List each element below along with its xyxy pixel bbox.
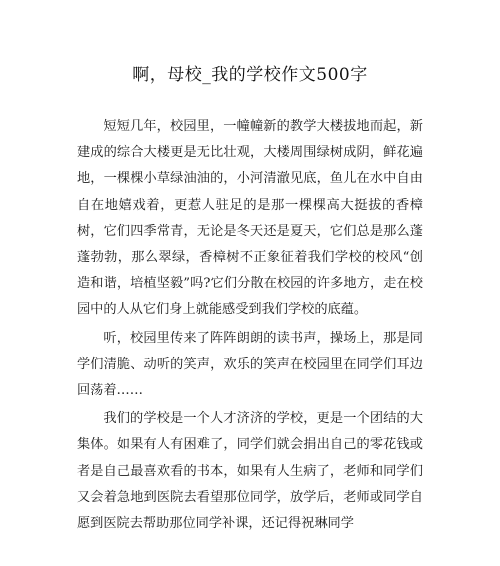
- document-title: 啊，母校_我的学校作文500字: [132, 65, 368, 85]
- paragraph: 短短几年，校园里，一幢幢新的教学大楼拔地而起，新建成的综合大楼更是无比壮观，大楼周围绿树成阴，鲜花遍地，一棵棵小草绿油油的，小河清澈见底，鱼儿在水中自由自在地嬉戏着，更惹人驻足的是那一棵棵高大挺拔的香樟树，它们四季常青，无论是冬天还是夏天，它们总是那么蓬蓬勃勃，那么翠绿，香樟树不正象征着我们学校的校风“创造和谐，培植坚毅”吗?它们分散在校园的许多地方，走在校园中的人从它们身上就能感受到我们学校的底蕴。: [77, 119, 423, 318]
- paragraph: 听，校园里传来了阵阵朗朗的读书声，操场上，那是同学们清脆、动听的笑声，欢乐的笑声在校园里在同学们耳边回荡着……: [77, 330, 423, 399]
- paragraph: 我们的学校是一个人才济济的学校，更是一个团结的大集体。如果有人有困难了，同学们就会捐出自己的零花钱或者是自己最喜欢看的书本，如果有人生病了，老师和同学们又会着急地到医院去看望那位同学，放学后，老师或同学自愿到医院去帮助那位同学补课，还记得祝琳同学: [77, 411, 423, 532]
- document-body: [77, 114, 423, 539]
